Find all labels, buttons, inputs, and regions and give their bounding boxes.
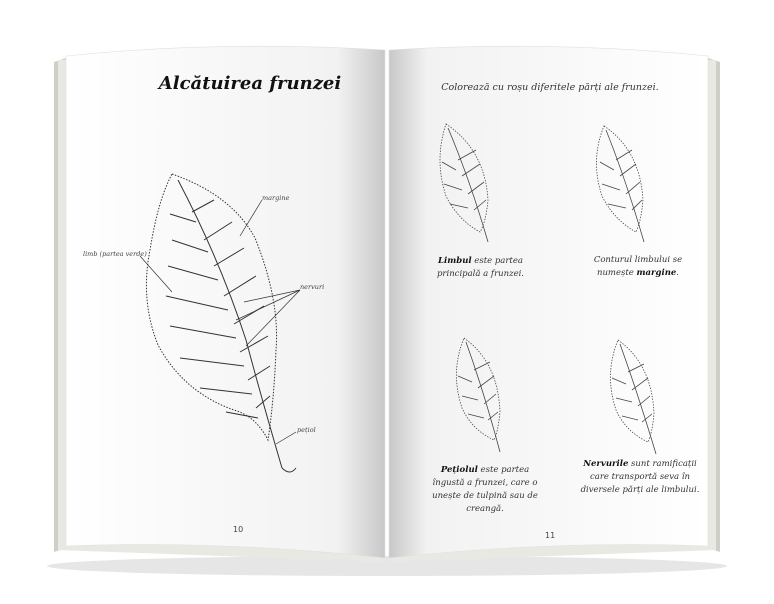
caption-nervuri-term: Nervurile <box>583 459 629 469</box>
page-number-left: 10 <box>233 525 244 534</box>
caption-petiol-term: Pețiolul <box>440 465 478 475</box>
caption-limb-text: este partea principală a frunzei. <box>436 256 525 279</box>
caption-petiol <box>430 464 540 516</box>
page-title: Alcătuirea frunzei <box>158 73 342 94</box>
page-number-right: 11 <box>545 531 556 540</box>
label-margine: margine <box>262 194 290 202</box>
caption-nervuri <box>580 458 700 497</box>
caption-margine <box>578 254 698 280</box>
label-nervuri: nervuri <box>300 283 325 291</box>
caption-nervuri-text: sunt ramificații care transportă seva în diversele părți ale limbului. <box>580 459 700 495</box>
label-petiol: pețiol <box>297 426 316 434</box>
instruction-text: Colorează cu roșu diferitele părți ale frunzei. <box>441 82 659 93</box>
caption-margine-text: Conturul limbului se numește <box>593 255 683 278</box>
caption-petiol-text: este partea îngustă a frunzei, care o unește de tulpină sau de creangă. <box>432 465 538 514</box>
caption-limb <box>418 255 543 281</box>
caption-limb-term: Limbul <box>438 256 472 266</box>
label-limb: limb (partea verde) <box>83 250 147 258</box>
caption-margine-term: margine <box>636 268 677 278</box>
caption-margine-end: . <box>676 268 679 278</box>
